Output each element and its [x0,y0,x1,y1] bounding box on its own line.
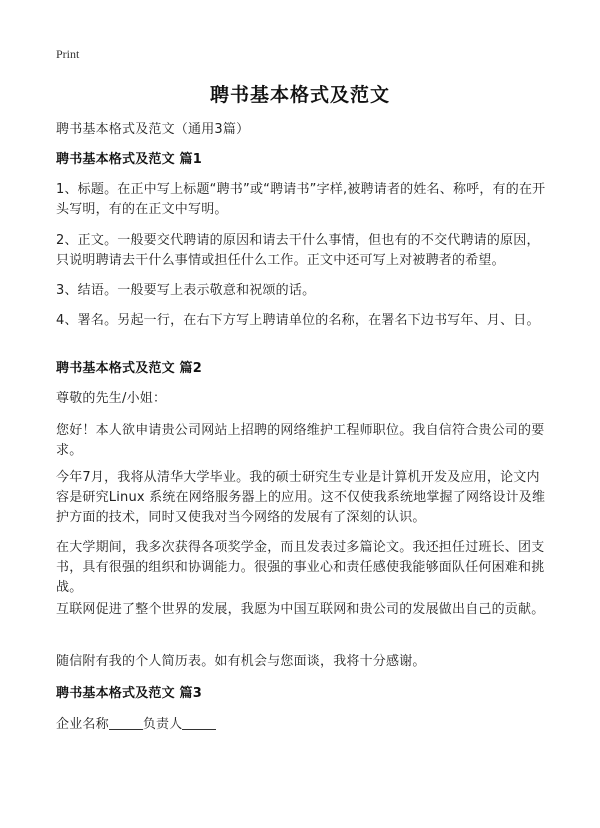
section-1-paragraph-4: 4、署名。另起一行，在右下方写上聘请单位的名称，在署名下边书写年、月、日。 [56,313,540,328]
section-1-paragraph-3: 3、结语。一般要写上表示敬意和祝颂的话。 [56,283,316,298]
section-3-heading: 聘书基本格式及范文 篇3 [56,686,202,701]
section-3-form-line [56,715,548,735]
company-name-blank [109,715,143,730]
section-2-paragraph-1: 您好！本人欲申请贵公司网站上招聘的网络维护工程师职位。我自信符合贵公司的要求。 [56,423,545,458]
document-subtitle: 聘书基本格式及范文（通用3篇） [56,122,250,137]
section-2-heading: 聘书基本格式及范文 篇2 [56,361,202,376]
section-2-paragraph-3: 在大学期间，我多次获得各项奖学金，而且发表过多篇论文。我还担任过班长、团支书，具有很强的组织和协调能力。很强的事业心和责任感使我能够面队任何困难和挑战。 [56,540,545,595]
section-1-paragraph-1: 1、标题。在正中写上标题“聘书”或“聘请书”字样,被聘请者的姓名、称呼，有的在开头写明，有的在正文中写明。 [56,182,546,217]
page-title: 聘书基本格式及范文 [209,84,390,106]
manager-blank [182,715,216,730]
section-1-heading: 聘书基本格式及范文 篇1 [56,152,202,167]
section-2-greeting: 尊敬的先生/小姐： [56,391,167,406]
manager-label: 负责人 [142,717,183,732]
section-2-paragraph-2: 今年7月，我将从清华大学毕业。我的硕士研究生专业是计算机开发及应用，论文内容是研究Linux 系统在网络服务器上的应用。这不仅使我系统地掌握了网络设计及维护方面的技术，同时又使我对当今网络的发展有了深刻的认识。 [56,470,546,525]
section-2-paragraph-5: 随信附有我的个人简历表。如有机会与您面谈，我将十分感谢。 [56,654,426,669]
section-2-paragraph-4: 互联网促进了整个世界的发展，我愿为中国互联网和贵公司的发展做出自己的贡献。 [56,602,545,617]
print-label: Print [56,47,80,61]
section-1-paragraph-2: 2、正文。一般要交代聘请的原因和请去干什么事情，但也有的不交代聘请的原因，只说明聘请去干什么事情或担任什么工作。正文中还可写上对被聘者的希望。 [56,233,540,268]
company-name-label: 企业名称 [56,717,109,732]
